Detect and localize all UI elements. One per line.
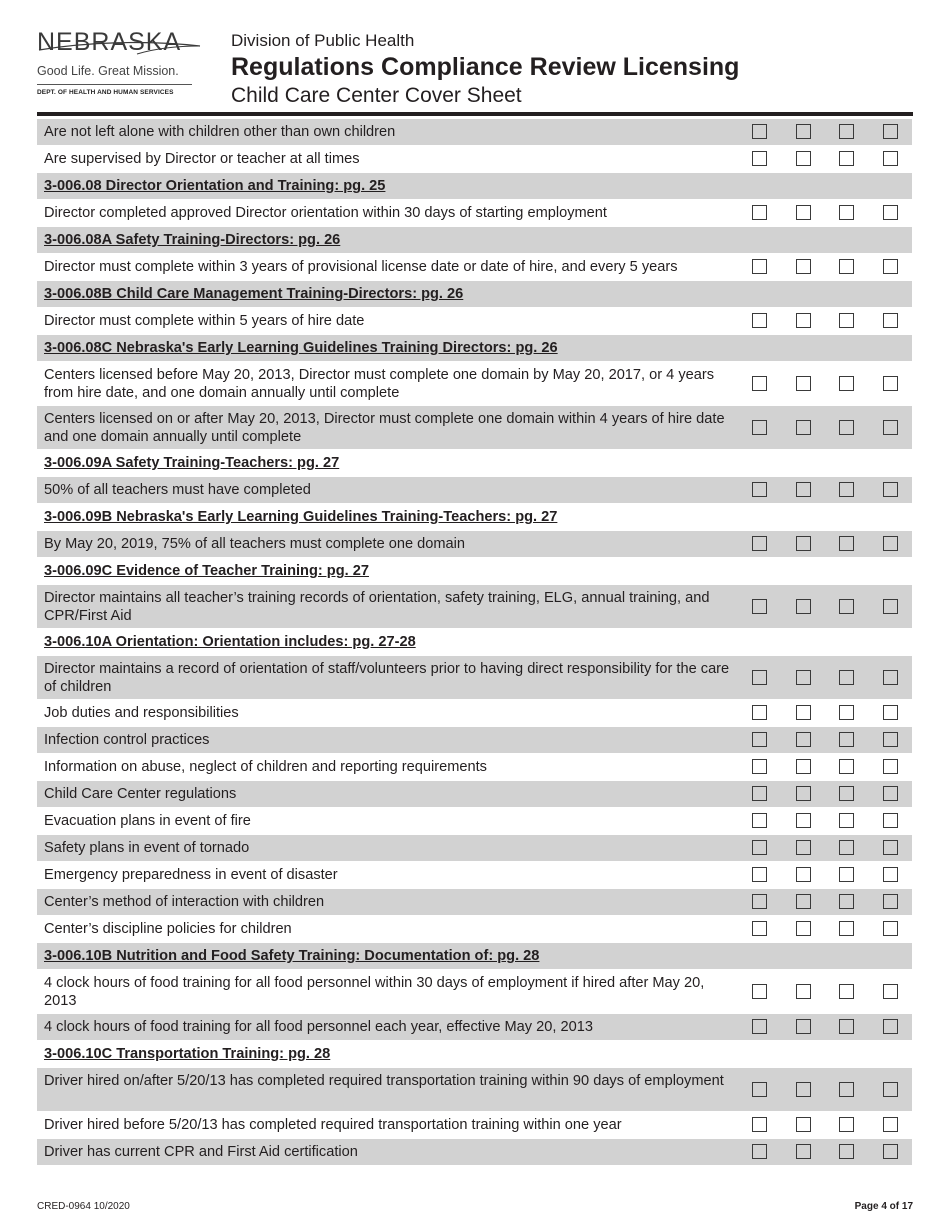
checkbox-col-1[interactable]: [752, 670, 767, 685]
checkbox-col-1[interactable]: [752, 1117, 767, 1132]
requirement-text: Information on abuse, neglect of children and reporting requirements: [44, 759, 487, 775]
section-heading: 3-006.10B Nutrition and Food Safety Training: Documentation of: pg. 28: [44, 948, 540, 964]
checkbox-col-3[interactable]: [839, 813, 854, 828]
section-heading-row: [37, 227, 912, 254]
page-number: Page 4 of 17: [854, 1201, 913, 1212]
page-subtitle: Child Care Center Cover Sheet: [231, 84, 522, 107]
requirement-text: 4 clock hours of food training for all food personnel each year, effective May 20, 2013: [44, 1019, 593, 1035]
section-heading-row: [37, 943, 912, 970]
checkbox-col-3[interactable]: [839, 124, 854, 139]
section-heading: 3-006.09B Nebraska's Early Learning Guidelines Training-Teachers: pg. 27: [44, 509, 558, 525]
checkbox-col-4[interactable]: [883, 867, 898, 882]
checkbox-col-1[interactable]: [752, 1082, 767, 1097]
checkbox-col-2[interactable]: [796, 420, 811, 435]
checklist-row: [37, 1139, 912, 1166]
checkbox-col-3[interactable]: [839, 759, 854, 774]
checklist-row: [37, 1068, 912, 1112]
checklist-row: [37, 835, 912, 862]
checkbox-col-1[interactable]: [752, 124, 767, 139]
checkbox-col-2[interactable]: [796, 705, 811, 720]
checkbox-col-4[interactable]: [883, 759, 898, 774]
checkbox-col-4[interactable]: [883, 786, 898, 801]
division-name: Division of Public Health: [231, 31, 415, 50]
section-heading: 3-006.08C Nebraska's Early Learning Guidelines Training Directors: pg. 26: [44, 340, 558, 356]
checkbox-col-1[interactable]: [752, 482, 767, 497]
page-title: Regulations Compliance Review Licensing: [231, 53, 740, 81]
checkbox-col-2[interactable]: [796, 482, 811, 497]
checkbox-col-4[interactable]: [883, 670, 898, 685]
nebraska-dhhs-logo: [37, 28, 197, 96]
logo-tagline: Good Life. Great Mission.: [37, 64, 179, 78]
checkbox-col-2[interactable]: [796, 670, 811, 685]
section-heading: 3-006.10A Orientation: Orientation includes: pg. 27-28: [44, 634, 416, 650]
requirement-text: Centers licensed on or after May 20, 2013, Director must complete one domain within 4 years of hire date and one domain annually until complete: [44, 411, 725, 445]
checklist-row: [37, 970, 912, 1014]
checkbox-col-2[interactable]: [796, 867, 811, 882]
checkbox-col-4[interactable]: [883, 420, 898, 435]
checkbox-col-4[interactable]: [883, 151, 898, 166]
checkbox-col-2[interactable]: [796, 205, 811, 220]
checkbox-col-2[interactable]: [796, 984, 811, 999]
checkbox-col-2[interactable]: [796, 786, 811, 801]
logo-wordmark: NEBRASKA: [37, 28, 182, 56]
requirement-text: Are not left alone with children other than own children: [44, 124, 396, 140]
logo-swoosh-icon: [37, 32, 202, 62]
section-heading-row: [37, 629, 912, 656]
requirement-text: Director maintains all teacher’s training records of orientation, safety training, ELG, annual training, and CPR/First Aid: [44, 590, 710, 624]
checkbox-col-4[interactable]: [883, 840, 898, 855]
checklist-row: [37, 656, 912, 700]
checkbox-col-1[interactable]: [752, 732, 767, 747]
checkbox-col-3[interactable]: [839, 313, 854, 328]
checkbox-col-4[interactable]: [883, 205, 898, 220]
section-heading-row: [37, 173, 912, 200]
checklist-row: [37, 477, 912, 504]
checkbox-col-1[interactable]: [752, 867, 767, 882]
requirement-text: Safety plans in event of tornado: [44, 840, 250, 856]
checkbox-col-3[interactable]: [839, 867, 854, 882]
form-id: CRED-0964 10/2020: [37, 1201, 130, 1212]
checkbox-col-1[interactable]: [752, 894, 767, 909]
requirement-text: Evacuation plans in event of fire: [44, 813, 251, 829]
requirement-text: Child Care Center regulations: [44, 786, 237, 802]
checkbox-col-1[interactable]: [752, 313, 767, 328]
checkbox-col-2[interactable]: [796, 1144, 811, 1159]
checkbox-col-1[interactable]: [752, 921, 767, 936]
checkbox-col-3[interactable]: [839, 259, 854, 274]
checkbox-col-4[interactable]: [883, 482, 898, 497]
logo-department: DEPT. OF HEALTH AND HUMAN SERVICES: [37, 89, 174, 96]
checkbox-col-2[interactable]: [796, 813, 811, 828]
checkbox-col-2[interactable]: [796, 759, 811, 774]
logo-divider: [37, 84, 192, 85]
checkbox-col-4[interactable]: [883, 894, 898, 909]
checkbox-col-3[interactable]: [839, 984, 854, 999]
checkbox-col-2[interactable]: [796, 921, 811, 936]
checkbox-col-1[interactable]: [752, 420, 767, 435]
checkbox-col-3[interactable]: [839, 205, 854, 220]
checkbox-col-4[interactable]: [883, 313, 898, 328]
requirement-text: Are supervised by Director or teacher at all times: [44, 151, 360, 167]
checkbox-col-4[interactable]: [883, 705, 898, 720]
checklist-row: [37, 585, 912, 629]
checkbox-col-3[interactable]: [839, 151, 854, 166]
section-heading-row: [37, 1041, 912, 1068]
checkbox-col-2[interactable]: [796, 840, 811, 855]
checklist-row: [37, 146, 912, 173]
checkbox-col-4[interactable]: [883, 1082, 898, 1097]
section-heading-row: [37, 335, 912, 362]
requirement-text: Driver hired on/after 5/20/13 has completed required transportation training within 90 days of employment: [44, 1073, 724, 1089]
checklist-table: [37, 119, 912, 1166]
checkbox-col-4[interactable]: [883, 921, 898, 936]
checklist-row: [37, 1014, 912, 1041]
checkbox-col-4[interactable]: [883, 259, 898, 274]
checklist-row: [37, 308, 912, 335]
checkbox-col-3[interactable]: [839, 482, 854, 497]
checklist-row: [37, 808, 912, 835]
checkbox-col-4[interactable]: [883, 1144, 898, 1159]
section-heading: 3-006.09C Evidence of Teacher Training: pg. 27: [44, 563, 369, 579]
checkbox-col-1[interactable]: [752, 786, 767, 801]
checkbox-col-2[interactable]: [796, 1117, 811, 1132]
requirement-text: Centers licensed before May 20, 2013, Director must complete one domain by May 20, 2017, or 4 years from hire date, and one domain annually until complete: [44, 367, 715, 401]
checkbox-col-3[interactable]: [839, 705, 854, 720]
checkbox-col-3[interactable]: [839, 894, 854, 909]
checkbox-col-3[interactable]: [839, 599, 854, 614]
requirement-text: Center’s method of interaction with children: [44, 894, 325, 910]
checklist-row: [37, 200, 912, 227]
section-heading: 3-006.08 Director Orientation and Training: pg. 25: [44, 178, 386, 194]
requirement-text: Director must complete within 5 years of hire date: [44, 313, 365, 329]
section-heading: 3-006.08A Safety Training-Directors: pg. 26: [44, 232, 341, 248]
checkbox-col-3[interactable]: [839, 921, 854, 936]
checkbox-col-2[interactable]: [796, 1019, 811, 1034]
section-heading-row: [37, 504, 912, 531]
page-header: [0, 0, 950, 118]
checklist-row: [37, 754, 912, 781]
checkbox-col-2[interactable]: [796, 151, 811, 166]
checkbox-col-3[interactable]: [839, 1082, 854, 1097]
checkbox-col-2[interactable]: [796, 599, 811, 614]
checkbox-col-1[interactable]: [752, 840, 767, 855]
checkbox-col-3[interactable]: [839, 840, 854, 855]
checkbox-col-3[interactable]: [839, 1117, 854, 1132]
checkbox-col-1[interactable]: [752, 599, 767, 614]
checkbox-col-4[interactable]: [883, 732, 898, 747]
checkbox-col-1[interactable]: [752, 376, 767, 391]
requirement-text: Driver has current CPR and First Aid certification: [44, 1144, 358, 1160]
requirement-text: Emergency preparedness in event of disaster: [44, 867, 338, 883]
checkbox-col-3[interactable]: [839, 786, 854, 801]
section-heading-row: [37, 450, 912, 477]
checkbox-col-4[interactable]: [883, 599, 898, 614]
checkbox-col-2[interactable]: [796, 536, 811, 551]
checkbox-col-1[interactable]: [752, 759, 767, 774]
checkbox-col-4[interactable]: [883, 1117, 898, 1132]
checkbox-col-1[interactable]: [752, 151, 767, 166]
checkbox-col-1[interactable]: [752, 1144, 767, 1159]
section-heading: 3-006.10C Transportation Training: pg. 28: [44, 1046, 331, 1062]
checkbox-col-2[interactable]: [796, 259, 811, 274]
checkbox-col-3[interactable]: [839, 536, 854, 551]
section-heading: 3-006.09A Safety Training-Teachers: pg. 27: [44, 455, 340, 471]
requirement-text: Job duties and responsibilities: [44, 705, 239, 721]
checkbox-col-4[interactable]: [883, 124, 898, 139]
checkbox-col-1[interactable]: [752, 705, 767, 720]
checkbox-col-3[interactable]: [839, 420, 854, 435]
checklist-row: [37, 362, 912, 406]
checklist-row: [37, 727, 912, 754]
checklist-row: [37, 531, 912, 558]
checkbox-col-3[interactable]: [839, 670, 854, 685]
checklist-row: [37, 119, 912, 146]
checkbox-col-4[interactable]: [883, 984, 898, 999]
requirement-text: Director completed approved Director orientation within 30 days of starting employment: [44, 205, 607, 221]
requirement-text: Driver hired before 5/20/13 has completed required transportation training within one year: [44, 1117, 622, 1133]
checklist-row: [37, 254, 912, 281]
checklist-row: [37, 862, 912, 889]
checkbox-col-1[interactable]: [752, 205, 767, 220]
section-heading: 3-006.08B Child Care Management Training-Directors: pg. 26: [44, 286, 464, 302]
checklist-row: [37, 1112, 912, 1139]
requirement-text: Center’s discipline policies for children: [44, 921, 292, 937]
requirement-text: Director maintains a record of orientation of staff/volunteers prior to having direct responsibility for the care of children: [44, 661, 730, 695]
checkbox-col-2[interactable]: [796, 732, 811, 747]
checklist-row: [37, 916, 912, 943]
section-heading-row: [37, 281, 912, 308]
checklist-row: [37, 406, 912, 450]
checkbox-col-2[interactable]: [796, 1082, 811, 1097]
checkbox-col-3[interactable]: [839, 732, 854, 747]
section-heading-row: [37, 558, 912, 585]
checklist-row: [37, 781, 912, 808]
checkbox-col-3[interactable]: [839, 376, 854, 391]
requirement-text: 4 clock hours of food training for all food personnel within 30 days of employment if hired after May 20, 2013: [44, 975, 705, 1009]
checkbox-col-3[interactable]: [839, 1019, 854, 1034]
requirement-text: By May 20, 2019, 75% of all teachers must complete one domain: [44, 536, 466, 552]
checkbox-col-1[interactable]: [752, 1019, 767, 1034]
checkbox-col-4[interactable]: [883, 376, 898, 391]
requirement-text: Director must complete within 3 years of provisional license date or date of hire, and every 5 years: [44, 259, 678, 275]
checkbox-col-4[interactable]: [883, 1019, 898, 1034]
header-rule: [37, 112, 913, 116]
requirement-text: Infection control practices: [44, 732, 210, 748]
checkbox-col-4[interactable]: [883, 813, 898, 828]
checkbox-col-2[interactable]: [796, 376, 811, 391]
checklist-row: [37, 700, 912, 727]
checkbox-col-1[interactable]: [752, 984, 767, 999]
checklist-row: [37, 889, 912, 916]
checkbox-col-1[interactable]: [752, 536, 767, 551]
checkbox-col-4[interactable]: [883, 536, 898, 551]
checkbox-col-1[interactable]: [752, 813, 767, 828]
checkbox-col-2[interactable]: [796, 313, 811, 328]
checkbox-col-2[interactable]: [796, 124, 811, 139]
checkbox-col-2[interactable]: [796, 894, 811, 909]
checkbox-col-1[interactable]: [752, 259, 767, 274]
requirement-text: 50% of all teachers must have completed: [44, 482, 311, 498]
checkbox-col-3[interactable]: [839, 1144, 854, 1159]
